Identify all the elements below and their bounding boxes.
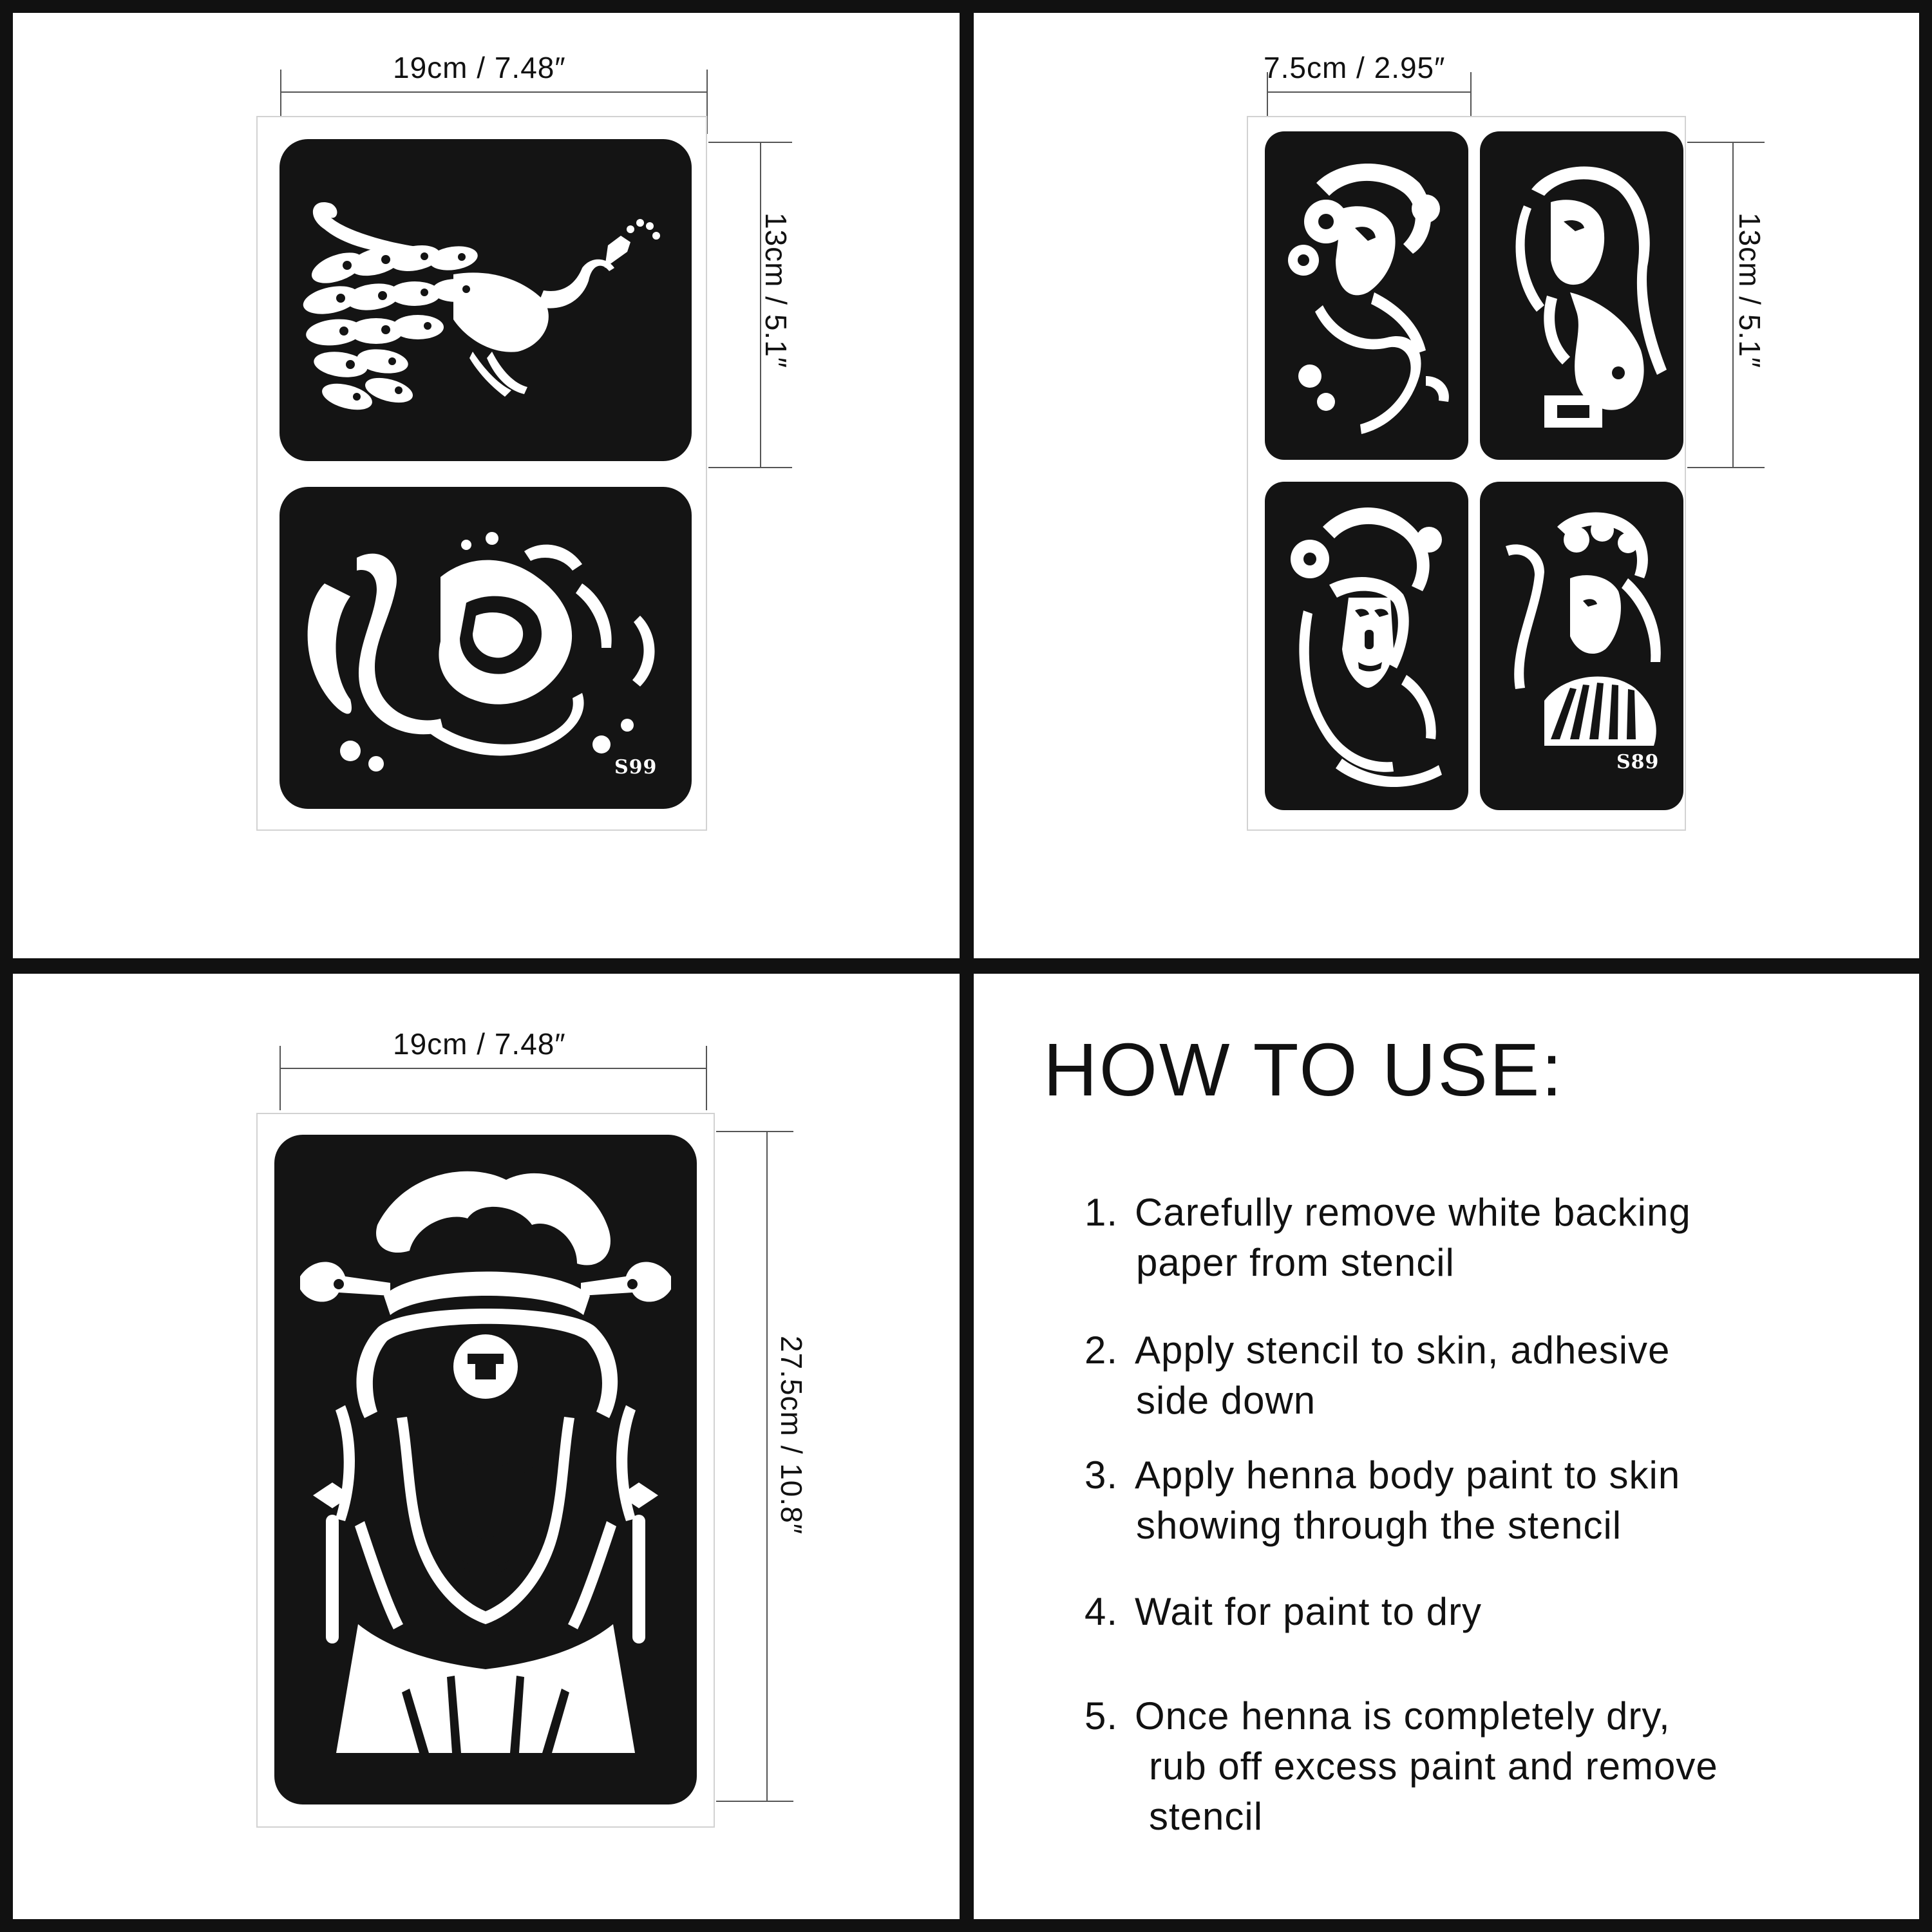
step-text: Carefully remove white backing: [1135, 1191, 1691, 1234]
width-label: 7.5cm / 2.95″: [1264, 51, 1446, 84]
instructions-panel: [974, 974, 1919, 1919]
step-text: Wait for paint to dry: [1135, 1590, 1482, 1633]
woman-headdress-design-icon: [1265, 482, 1468, 810]
geisha-roses-design-icon: [1265, 131, 1468, 460]
step-text: stencil: [1149, 1795, 1264, 1838]
instruction-step: [1084, 1325, 1670, 1426]
dimension-tick: [1687, 467, 1765, 468]
step-text: paper from stencil: [1136, 1241, 1455, 1284]
step-number: 1.: [1084, 1191, 1119, 1234]
instructions-title: HOW TO USE:: [1043, 1028, 1564, 1112]
instruction-step: [1084, 1691, 1718, 1842]
dimension-tick: [1687, 142, 1765, 143]
step-text: Apply henna body paint to skin: [1135, 1454, 1681, 1497]
stencil-code: S89: [1616, 751, 1660, 773]
instruction-step: [1084, 1587, 1482, 1637]
woman-long-hair-design-icon: [1480, 131, 1683, 460]
peacock-design-icon: [279, 139, 692, 461]
width-label: 19cm / 7.48″: [393, 1027, 566, 1061]
stencil-opera-woman: [274, 1135, 697, 1804]
stencil-dragon: [279, 487, 692, 809]
dimension-tick: [279, 1046, 281, 1110]
dimension-tick: [716, 1801, 793, 1802]
step-text: side down: [1136, 1379, 1316, 1422]
stencil-geisha-roses: [1265, 131, 1468, 460]
product-panel-four-stencils: [974, 13, 1919, 958]
step-text: showing through the stencil: [1136, 1504, 1622, 1547]
step-number: 2.: [1084, 1329, 1119, 1372]
dimension-tick: [716, 1131, 793, 1132]
stencil-woman-headdress: [1265, 482, 1468, 810]
stencil-code: S99: [614, 756, 658, 779]
instruction-step: [1084, 1450, 1680, 1551]
product-panel-two-stencils: [13, 13, 960, 958]
dimension-tick: [706, 1046, 707, 1110]
step-text: Once henna is completely dry,: [1135, 1694, 1671, 1738]
height-label: 13cm / 5.1″: [1733, 213, 1766, 369]
height-label: 13cm / 5.1″: [759, 213, 793, 369]
step-number: 5.: [1084, 1694, 1119, 1738]
stencil-woman-long-hair: [1480, 131, 1683, 460]
height-label: 27.5cm / 10.8″: [775, 1336, 808, 1535]
width-dimension-line: [280, 91, 706, 93]
width-dimension-line: [1267, 91, 1470, 93]
width-label: 19cm / 7.48″: [393, 51, 566, 84]
stencil-peacock: [279, 139, 692, 461]
step-number: 3.: [1084, 1454, 1119, 1497]
instruction-step: [1084, 1188, 1691, 1288]
product-panel-large-stencil: [13, 974, 960, 1919]
step-number: 4.: [1084, 1590, 1119, 1633]
height-dimension-line: [766, 1131, 768, 1801]
stencil-geisha-fan: [1480, 482, 1683, 810]
step-text: rub off excess paint and remove: [1149, 1745, 1718, 1788]
opera-woman-design-icon: [274, 1135, 697, 1804]
dimension-tick: [708, 467, 792, 468]
step-text: Apply stencil to skin, adhesive: [1135, 1329, 1671, 1372]
width-dimension-line: [279, 1068, 706, 1069]
dimension-tick: [708, 142, 792, 143]
